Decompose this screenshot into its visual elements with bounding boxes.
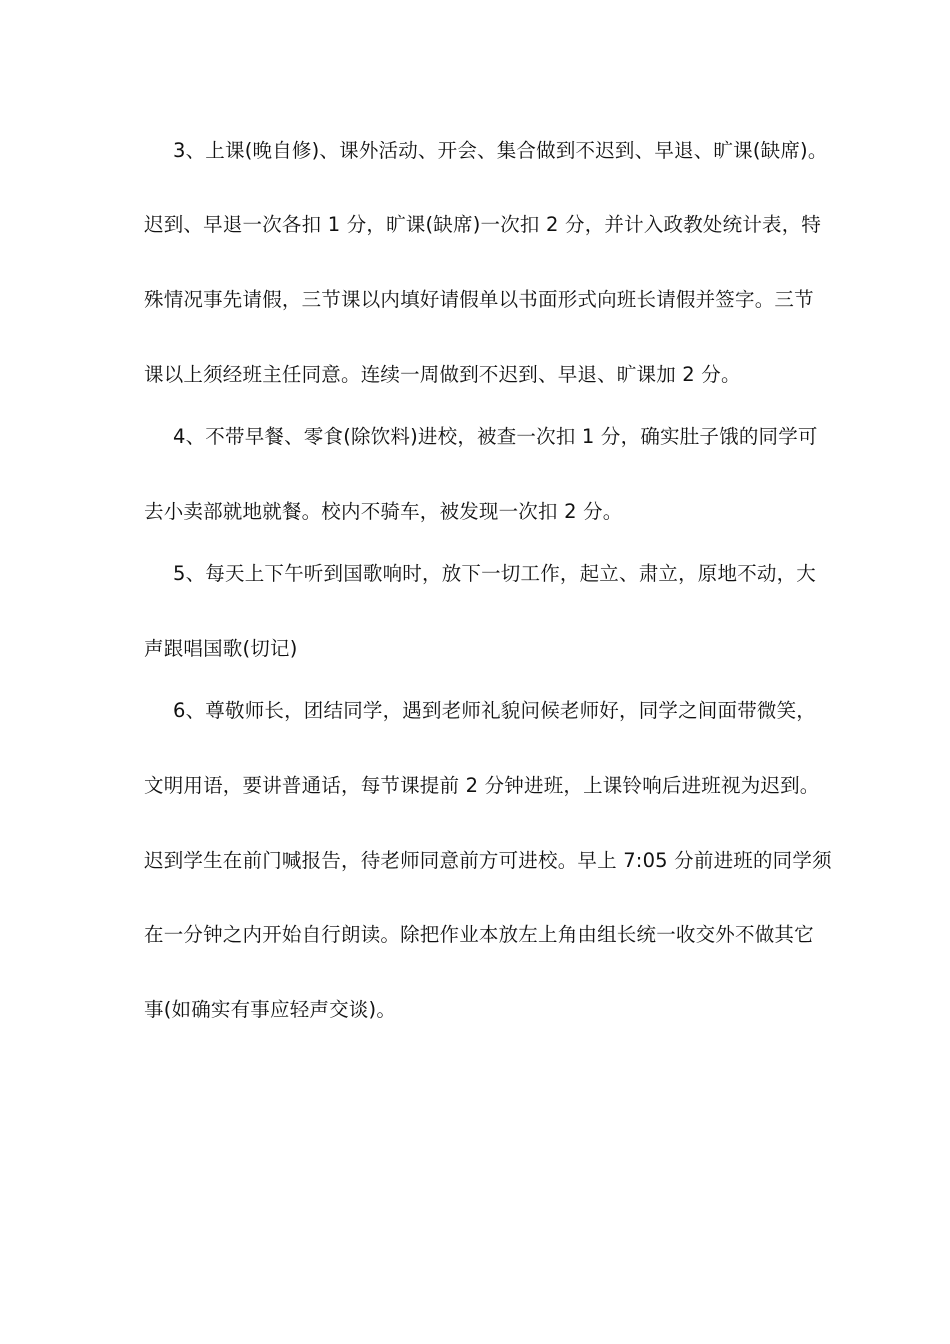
rule-6-line-3: 迟到学生在前门喊报告，待老师同意前方可进校。早上 7:05 分前进班的同学须: [144, 849, 832, 872]
rule-3-line-1: 3、上课(晚自修)、课外活动、开会、集合做到不迟到、早退、旷课(缺席)。: [173, 139, 828, 162]
rule-6-line-5: 事(如确实有事应轻声交谈)。: [144, 998, 397, 1021]
rule-3-line-2: 迟到、早退一次各扣 1 分，旷课(缺席)一次扣 2 分，并计入政教处统计表，特: [144, 213, 822, 236]
rule-3-line-3: 殊情况事先请假，三节课以内填好请假单以书面形式向班长请假并签字。三节: [144, 288, 814, 311]
rule-4-line-2: 去小卖部就地就餐。校内不骑车，被发现一次扣 2 分。: [144, 500, 623, 523]
rule-5-line-1: 5、每天上下午听到国歌响时，放下一切工作，起立、肃立，原地不动，大: [173, 562, 817, 585]
rule-5-line-2: 声跟唱国歌(切记): [144, 637, 298, 660]
rule-3-line-4: 课以上须经班主任同意。连续一周做到不迟到、早退、旷课加 2 分。: [144, 363, 741, 386]
rule-6-line-2: 文明用语，要讲普通话，每节课提前 2 分钟进班，上课铃响后进班视为迟到。: [144, 774, 820, 797]
rule-6-line-1: 6、尊敬师长，团结同学，遇到老师礼貌问候老师好，同学之间面带微笑，: [173, 699, 817, 722]
rule-4-line-1: 4、不带早餐、零食(除饮料)进校，被查一次扣 1 分，确实肚子饿的同学可: [173, 425, 818, 448]
rule-6-line-4: 在一分钟之内开始自行朗读。除把作业本放左上角由组长统一收交外不做其它: [144, 923, 814, 946]
